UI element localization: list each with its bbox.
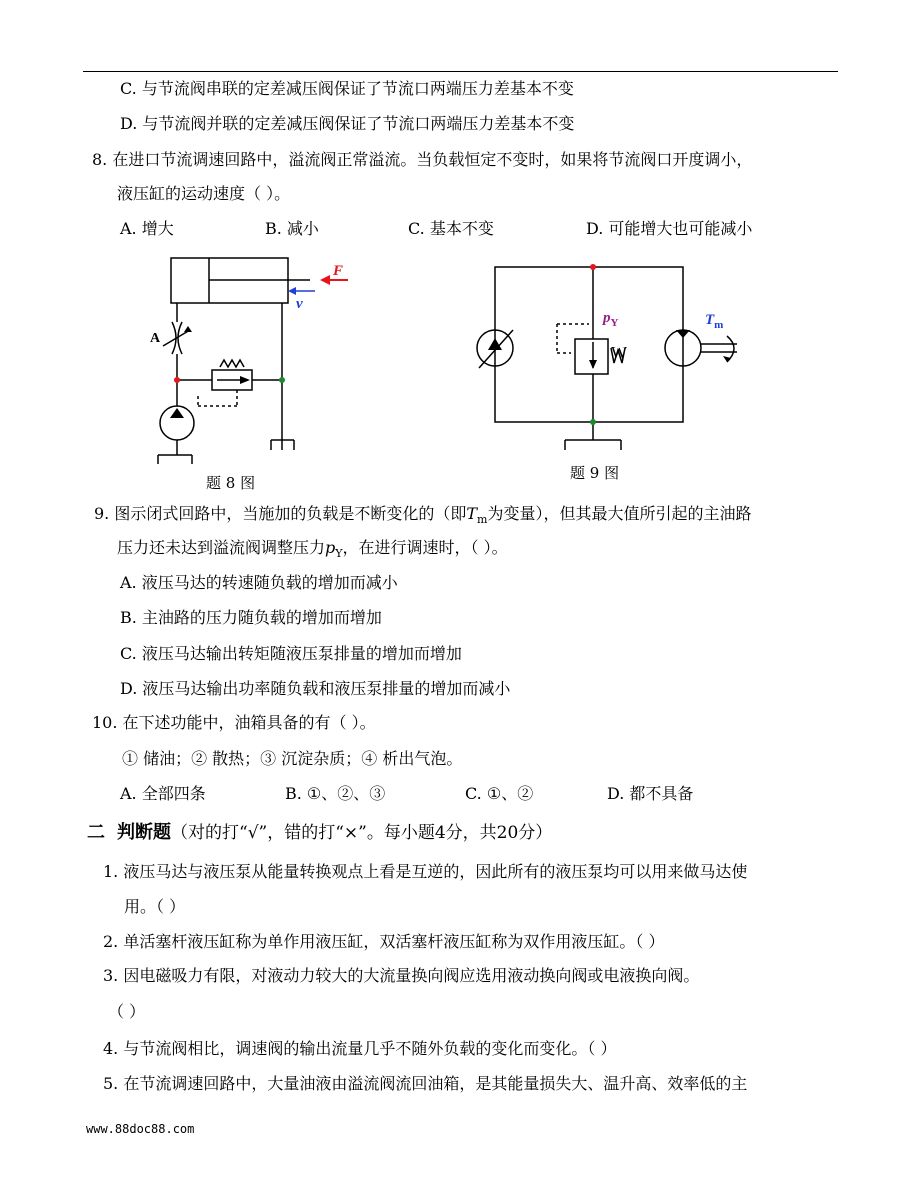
q10-option-c: C. ①、② [465, 784, 534, 803]
q10-stem-line1: 10. 在下述功能中，油箱具备的有（ ）。 [92, 713, 376, 732]
section-2-heading [87, 822, 552, 844]
section-2-title: 判断题 [117, 822, 171, 843]
prev-option-d: D. 与节流阀并联的定差减压阀保证了节流口两端压力差基本不变 [120, 114, 575, 133]
q9-line1-pre: 9. 图示闭式回路中，当施加的负载是不断变化的（即 [94, 504, 467, 523]
fig9-label-p: p [603, 310, 611, 326]
q10-option-a: A. 全部四条 [120, 784, 206, 803]
fig8-label-f: F [333, 263, 344, 279]
judge-q5: 5. 在节流调速回路中，大量油液由溢流阀流回油箱，是其能量损失大、温升高、效率低的主 [103, 1074, 748, 1093]
fig9-label-t-sub: m [714, 319, 724, 331]
q9-stem-line1 [94, 504, 751, 530]
svg-text:pY [601, 310, 619, 329]
judge-q1-line2: 用。（ ） [124, 897, 186, 916]
fig8-label-v: v [296, 296, 303, 312]
q8-stem-line2: 液压缸的运动速度（ ）。 [117, 184, 291, 203]
judge-q3-line2: （ ） [108, 1002, 146, 1021]
fig9-label-t: T [705, 312, 715, 328]
fig9-label-p-sub: Y [610, 317, 619, 329]
q9-option-b: B. 主油路的压力随负载的增加而增加 [120, 608, 382, 627]
q10-stem-line2: ① 储油；② 散热；③ 沉淀杂质；④ 析出气泡。 [122, 749, 463, 768]
figure-9-circuit [465, 258, 755, 458]
q9-option-d: D. 液压马达输出功率随负载和液压泵排量的增加而减小 [120, 679, 511, 698]
q9-var-t: T [466, 504, 478, 523]
q9-option-c: C. 液压马达输出转矩随液压泵排量的增加而增加 [120, 644, 462, 663]
fig8-caption: 题 8 图 [206, 474, 256, 492]
judge-q4: 4. 与节流阀相比，调速阀的输出流量几乎不随外负载的变化而变化。（ ） [103, 1039, 617, 1058]
judge-q2: 2. 单活塞杆液压缸称为单作用液压缸，双活塞杆液压缸称为双作用液压缸。（ ） [103, 932, 665, 951]
fig9-label-w: W [611, 343, 628, 362]
figure-8-circuit [140, 250, 370, 470]
fig9-caption: 题 9 图 [570, 464, 620, 482]
q8-stem-line1: 8. 在进口节流调速回路中，溢流阀正常溢流。当负载恒定不变时，如果将节流阀口开度调小， [92, 150, 753, 169]
q9-var-p-sub: Y [335, 547, 343, 561]
q9-stem-line2 [117, 538, 508, 564]
q8-option-a: A. 增大 [120, 219, 174, 238]
section-2-instructions: （对的打“√”，错的打“×”。每小题4分，共20分） [171, 823, 553, 843]
prev-option-c: C. 与节流阀串联的定差减压阀保证了节流口两端压力差基本不变 [120, 79, 574, 98]
section-2-number: 二 [87, 822, 105, 843]
q8-option-d: D. 可能增大也可能减小 [586, 219, 753, 238]
q9-line2-pre: 压力还未达到溢流阀调整压力 [117, 538, 326, 557]
q9-option-a: A. 液压马达的转速随负载的增加而减小 [120, 573, 398, 592]
svg-text:Tm [705, 312, 723, 331]
footer-url: www.88doc88.com [86, 1122, 195, 1136]
q8-option-c: C. 基本不变 [408, 219, 494, 238]
q8-option-b: B. 减小 [265, 219, 319, 238]
judge-q3-line1: 3. 因电磁吸力有限，对液动力较大的大流量换向阀应选用液动换向阀或电液换向阀。 [103, 966, 700, 985]
q10-option-d: D. 都不具备 [607, 784, 694, 803]
fig8-label-a: A [150, 331, 161, 346]
q9-var-t-sub: m [477, 513, 488, 527]
q9-line2-post: ，在进行调速时，（ ）。 [342, 538, 508, 557]
q10-option-b: B. ①、②、③ [285, 784, 386, 803]
q9-line1-post: 为变量），但其最大值所引起的主油路 [487, 504, 752, 523]
q9-var-p: p [325, 538, 336, 557]
judge-q1-line1: 1. 液压马达与液压泵从能量转换观点上看是互逆的，因此所有的液压泵均可以用来做马达使 [103, 862, 748, 881]
header-rule [83, 71, 838, 72]
